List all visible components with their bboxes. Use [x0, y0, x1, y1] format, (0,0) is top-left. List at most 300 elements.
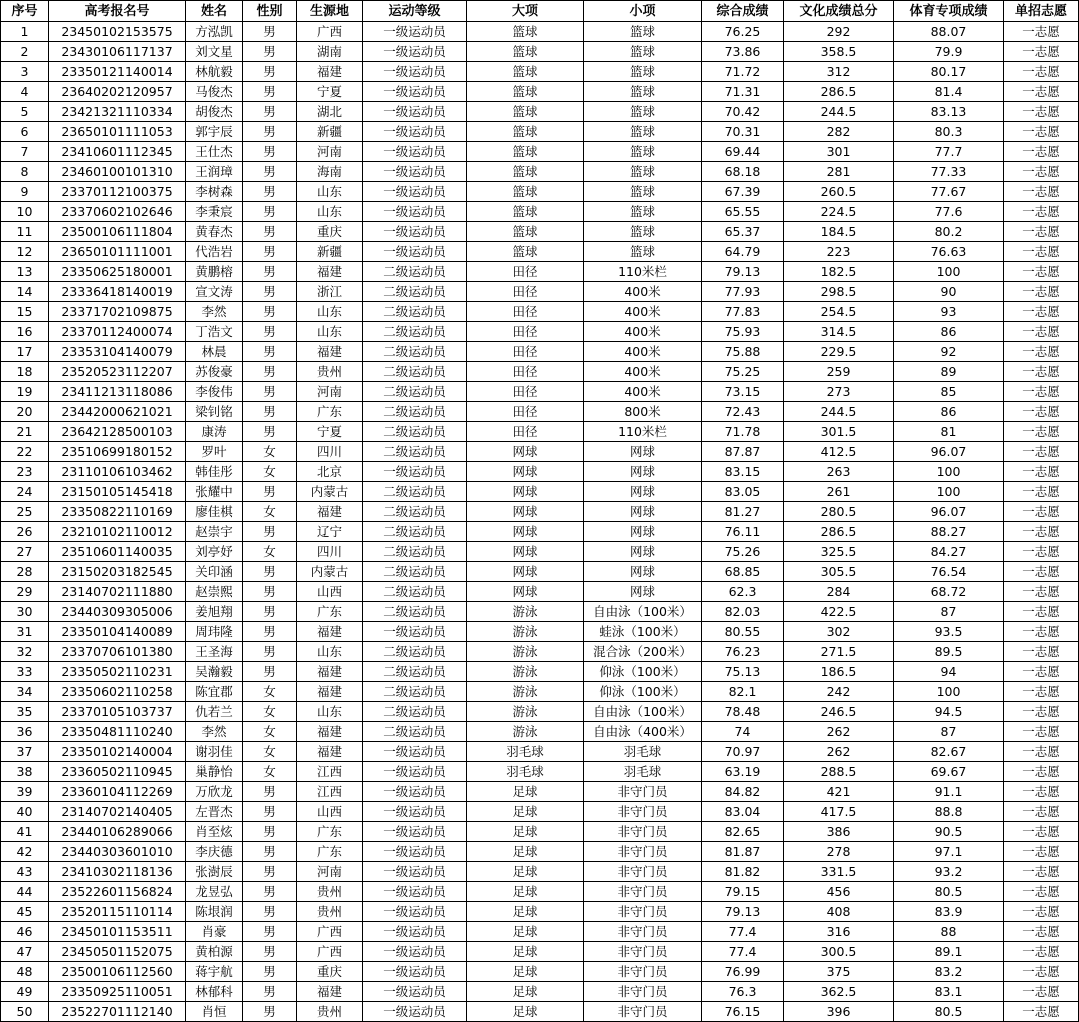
cell-col-event: 篮球	[584, 182, 702, 202]
cell-col-index: 12	[1, 242, 49, 262]
cell-col-culture-score: 263	[784, 462, 894, 482]
cell-col-preference: 一志愿	[1004, 42, 1079, 62]
cell-col-name: 肖恒	[186, 1002, 243, 1022]
cell-col-event: 非守门员	[584, 862, 702, 882]
cell-col-exam-id: 23350104140089	[49, 622, 186, 642]
cell-col-origin: 宁夏	[297, 422, 363, 442]
cell-col-total-score: 82.03	[702, 602, 784, 622]
cell-col-origin: 福建	[297, 262, 363, 282]
cell-col-total-score: 75.13	[702, 662, 784, 682]
cell-col-exam-id: 23430106117137	[49, 42, 186, 62]
cell-col-total-score: 77.4	[702, 942, 784, 962]
cell-col-preference: 一志愿	[1004, 942, 1079, 962]
table-row	[1, 202, 1079, 222]
cell-col-origin: 新疆	[297, 242, 363, 262]
cell-col-gender: 男	[243, 342, 297, 362]
cell-col-category: 篮球	[467, 202, 584, 222]
cell-col-index: 20	[1, 402, 49, 422]
cell-col-sport-level: 二级运动员	[363, 342, 467, 362]
cell-col-category: 篮球	[467, 122, 584, 142]
cell-col-name: 谢羽佳	[186, 742, 243, 762]
cell-col-origin: 广东	[297, 822, 363, 842]
cell-col-origin: 山东	[297, 322, 363, 342]
cell-col-event: 非守门员	[584, 922, 702, 942]
cell-col-event: 110米栏	[584, 422, 702, 442]
cell-col-event: 仰泳（100米）	[584, 682, 702, 702]
cell-col-sport-level: 一级运动员	[363, 982, 467, 1002]
cell-col-sport-score: 84.27	[894, 542, 1004, 562]
cell-col-category: 篮球	[467, 42, 584, 62]
cell-col-index: 9	[1, 182, 49, 202]
cell-col-culture-score: 292	[784, 22, 894, 42]
cell-col-category: 足球	[467, 902, 584, 922]
cell-col-name: 方泓凯	[186, 22, 243, 42]
cell-col-sport-level: 二级运动员	[363, 642, 467, 662]
cell-col-event: 非守门员	[584, 1002, 702, 1022]
cell-col-total-score: 74	[702, 722, 784, 742]
cell-col-name: 胡俊杰	[186, 102, 243, 122]
cell-col-total-score: 65.37	[702, 222, 784, 242]
table-body	[1, 22, 1079, 1022]
cell-col-origin: 内蒙古	[297, 482, 363, 502]
cell-col-culture-score: 229.5	[784, 342, 894, 362]
cell-col-gender: 男	[243, 862, 297, 882]
cell-col-sport-level: 一级运动员	[363, 162, 467, 182]
cell-col-category: 足球	[467, 782, 584, 802]
cell-col-index: 32	[1, 642, 49, 662]
cell-col-exam-id: 23110106103462	[49, 462, 186, 482]
cell-col-origin: 福建	[297, 502, 363, 522]
table-row	[1, 502, 1079, 522]
cell-col-event: 篮球	[584, 82, 702, 102]
cell-col-sport-level: 一级运动员	[363, 962, 467, 982]
cell-col-index: 10	[1, 202, 49, 222]
cell-col-index: 29	[1, 582, 49, 602]
cell-col-total-score: 72.43	[702, 402, 784, 422]
cell-col-index: 17	[1, 342, 49, 362]
cell-col-name: 姜旭翔	[186, 602, 243, 622]
cell-col-preference: 一志愿	[1004, 22, 1079, 42]
cell-col-name: 王润璋	[186, 162, 243, 182]
cell-col-sport-score: 77.33	[894, 162, 1004, 182]
cell-col-category: 网球	[467, 582, 584, 602]
cell-col-culture-score: 312	[784, 62, 894, 82]
cell-col-culture-score: 358.5	[784, 42, 894, 62]
header-col-culture-score: 文化成绩总分	[784, 1, 894, 22]
cell-col-culture-score: 242	[784, 682, 894, 702]
cell-col-category: 羽毛球	[467, 762, 584, 782]
cell-col-index: 6	[1, 122, 49, 142]
cell-col-index: 26	[1, 522, 49, 542]
cell-col-culture-score: 262	[784, 722, 894, 742]
cell-col-gender: 男	[243, 22, 297, 42]
cell-col-gender: 男	[243, 82, 297, 102]
cell-col-category: 网球	[467, 462, 584, 482]
cell-col-culture-score: 298.5	[784, 282, 894, 302]
cell-col-preference: 一志愿	[1004, 62, 1079, 82]
cell-col-gender: 男	[243, 922, 297, 942]
cell-col-culture-score: 301.5	[784, 422, 894, 442]
cell-col-name: 刘文星	[186, 42, 243, 62]
cell-col-exam-id: 23210102110012	[49, 522, 186, 542]
cell-col-sport-score: 93	[894, 302, 1004, 322]
cell-col-index: 11	[1, 222, 49, 242]
cell-col-name: 陈垠润	[186, 902, 243, 922]
cell-col-sport-score: 100	[894, 482, 1004, 502]
cell-col-sport-level: 二级运动员	[363, 362, 467, 382]
table-row	[1, 302, 1079, 322]
cell-col-name: 赵崇宇	[186, 522, 243, 542]
cell-col-name: 黄鹏榕	[186, 262, 243, 282]
cell-col-category: 足球	[467, 802, 584, 822]
table-row	[1, 282, 1079, 302]
cell-col-preference: 一志愿	[1004, 782, 1079, 802]
cell-col-sport-score: 87	[894, 602, 1004, 622]
cell-col-sport-score: 83.1	[894, 982, 1004, 1002]
cell-col-gender: 男	[243, 162, 297, 182]
cell-col-exam-id: 23150105145418	[49, 482, 186, 502]
cell-col-category: 田径	[467, 362, 584, 382]
cell-col-category: 足球	[467, 822, 584, 842]
cell-col-total-score: 69.44	[702, 142, 784, 162]
cell-col-gender: 男	[243, 182, 297, 202]
cell-col-event: 网球	[584, 582, 702, 602]
cell-col-sport-level: 二级运动员	[363, 422, 467, 442]
cell-col-origin: 广东	[297, 402, 363, 422]
cell-col-sport-score: 94.5	[894, 702, 1004, 722]
table-row	[1, 82, 1079, 102]
cell-col-gender: 男	[243, 242, 297, 262]
table-row	[1, 102, 1079, 122]
header-col-exam-id: 高考报名号	[49, 1, 186, 22]
cell-col-sport-level: 一级运动员	[363, 822, 467, 842]
cell-col-preference: 一志愿	[1004, 582, 1079, 602]
cell-col-name: 巢静怡	[186, 762, 243, 782]
cell-col-name: 林航毅	[186, 62, 243, 82]
cell-col-index: 30	[1, 602, 49, 622]
cell-col-name: 李俊伟	[186, 382, 243, 402]
cell-col-origin: 湖北	[297, 102, 363, 122]
cell-col-sport-score: 89.5	[894, 642, 1004, 662]
cell-col-index: 28	[1, 562, 49, 582]
cell-col-gender: 男	[243, 982, 297, 1002]
table-row	[1, 562, 1079, 582]
cell-col-sport-score: 89.1	[894, 942, 1004, 962]
cell-col-origin: 广西	[297, 922, 363, 942]
cell-col-sport-score: 77.7	[894, 142, 1004, 162]
cell-col-sport-score: 90.5	[894, 822, 1004, 842]
cell-col-category: 篮球	[467, 82, 584, 102]
cell-col-preference: 一志愿	[1004, 622, 1079, 642]
cell-col-preference: 一志愿	[1004, 362, 1079, 382]
cell-col-sport-level: 一级运动员	[363, 842, 467, 862]
table-row	[1, 842, 1079, 862]
cell-col-culture-score: 273	[784, 382, 894, 402]
cell-col-name: 仇若兰	[186, 702, 243, 722]
header-row	[1, 1, 1079, 22]
cell-col-exam-id: 23350502110231	[49, 662, 186, 682]
header-col-preference: 单招志愿	[1004, 1, 1079, 22]
cell-col-exam-id: 23350625180001	[49, 262, 186, 282]
cell-col-culture-score: 271.5	[784, 642, 894, 662]
cell-col-total-score: 73.86	[702, 42, 784, 62]
cell-col-exam-id: 23440303601010	[49, 842, 186, 862]
cell-col-category: 游泳	[467, 722, 584, 742]
cell-col-culture-score: 300.5	[784, 942, 894, 962]
cell-col-gender: 男	[243, 642, 297, 662]
cell-col-sport-score: 88.8	[894, 802, 1004, 822]
cell-col-event: 网球	[584, 442, 702, 462]
cell-col-origin: 山东	[297, 302, 363, 322]
cell-col-sport-score: 79.9	[894, 42, 1004, 62]
cell-col-total-score: 82.65	[702, 822, 784, 842]
cell-col-event: 自由泳（100米）	[584, 602, 702, 622]
cell-col-preference: 一志愿	[1004, 102, 1079, 122]
cell-col-index: 36	[1, 722, 49, 742]
cell-col-sport-score: 85	[894, 382, 1004, 402]
cell-col-name: 张耀中	[186, 482, 243, 502]
cell-col-origin: 福建	[297, 62, 363, 82]
cell-col-gender: 男	[243, 942, 297, 962]
cell-col-culture-score: 396	[784, 1002, 894, 1022]
cell-col-sport-score: 77.6	[894, 202, 1004, 222]
cell-col-origin: 广东	[297, 842, 363, 862]
cell-col-gender: 男	[243, 62, 297, 82]
cell-col-exam-id: 23500106111804	[49, 222, 186, 242]
cell-col-exam-id: 23370602102646	[49, 202, 186, 222]
header-col-sport-score: 体育专项成绩	[894, 1, 1004, 22]
cell-col-event: 自由泳（100米）	[584, 702, 702, 722]
cell-col-culture-score: 281	[784, 162, 894, 182]
cell-col-preference: 一志愿	[1004, 202, 1079, 222]
cell-col-culture-score: 259	[784, 362, 894, 382]
cell-col-origin: 山西	[297, 582, 363, 602]
cell-col-gender: 女	[243, 762, 297, 782]
cell-col-culture-score: 284	[784, 582, 894, 602]
cell-col-name: 苏俊豪	[186, 362, 243, 382]
cell-col-preference: 一志愿	[1004, 562, 1079, 582]
cell-col-category: 游泳	[467, 702, 584, 722]
table-row	[1, 382, 1079, 402]
cell-col-origin: 广西	[297, 22, 363, 42]
cell-col-exam-id: 23350102140004	[49, 742, 186, 762]
cell-col-index: 40	[1, 802, 49, 822]
header-col-category: 大项	[467, 1, 584, 22]
cell-col-sport-level: 二级运动员	[363, 402, 467, 422]
cell-col-name: 陈宜郡	[186, 682, 243, 702]
cell-col-event: 自由泳（400米）	[584, 722, 702, 742]
cell-col-event: 非守门员	[584, 942, 702, 962]
cell-col-name: 张澍辰	[186, 862, 243, 882]
cell-col-origin: 湖南	[297, 42, 363, 62]
cell-col-event: 非守门员	[584, 962, 702, 982]
cell-col-sport-score: 90	[894, 282, 1004, 302]
cell-col-origin: 四川	[297, 542, 363, 562]
cell-col-preference: 一志愿	[1004, 662, 1079, 682]
cell-col-name: 周玮隆	[186, 622, 243, 642]
cell-col-event: 400米	[584, 302, 702, 322]
cell-col-index: 37	[1, 742, 49, 762]
cell-col-sport-level: 二级运动员	[363, 262, 467, 282]
cell-col-total-score: 77.4	[702, 922, 784, 942]
cell-col-category: 网球	[467, 442, 584, 462]
cell-col-culture-score: 408	[784, 902, 894, 922]
cell-col-culture-score: 186.5	[784, 662, 894, 682]
table-row	[1, 322, 1079, 342]
cell-col-sport-level: 二级运动员	[363, 522, 467, 542]
cell-col-name: 赵崇熙	[186, 582, 243, 602]
table-row	[1, 882, 1079, 902]
cell-col-total-score: 78.48	[702, 702, 784, 722]
cell-col-index: 41	[1, 822, 49, 842]
cell-col-origin: 河南	[297, 142, 363, 162]
cell-col-sport-score: 96.07	[894, 502, 1004, 522]
cell-col-name: 康涛	[186, 422, 243, 442]
cell-col-exam-id: 23370105103737	[49, 702, 186, 722]
cell-col-category: 足球	[467, 842, 584, 862]
cell-col-origin: 福建	[297, 742, 363, 762]
cell-col-sport-level: 二级运动员	[363, 282, 467, 302]
cell-col-exam-id: 23410601112345	[49, 142, 186, 162]
cell-col-total-score: 81.27	[702, 502, 784, 522]
table-row	[1, 742, 1079, 762]
cell-col-exam-id: 23450102153575	[49, 22, 186, 42]
cell-col-name: 吴瀚毅	[186, 662, 243, 682]
table-row	[1, 822, 1079, 842]
cell-col-gender: 女	[243, 442, 297, 462]
cell-col-gender: 男	[243, 362, 297, 382]
table-row	[1, 702, 1079, 722]
cell-col-culture-score: 316	[784, 922, 894, 942]
cell-col-culture-score: 305.5	[784, 562, 894, 582]
cell-col-category: 足球	[467, 942, 584, 962]
cell-col-preference: 一志愿	[1004, 882, 1079, 902]
cell-col-total-score: 70.97	[702, 742, 784, 762]
cell-col-preference: 一志愿	[1004, 342, 1079, 362]
cell-col-total-score: 79.15	[702, 882, 784, 902]
cell-col-gender: 男	[243, 102, 297, 122]
cell-col-name: 廖佳棋	[186, 502, 243, 522]
cell-col-gender: 男	[243, 302, 297, 322]
cell-col-event: 400米	[584, 282, 702, 302]
cell-col-sport-level: 二级运动员	[363, 562, 467, 582]
cell-col-culture-score: 362.5	[784, 982, 894, 1002]
cell-col-exam-id: 23500106112560	[49, 962, 186, 982]
cell-col-origin: 新疆	[297, 122, 363, 142]
cell-col-sport-score: 83.2	[894, 962, 1004, 982]
cell-col-origin: 山东	[297, 702, 363, 722]
cell-col-category: 田径	[467, 382, 584, 402]
cell-col-culture-score: 422.5	[784, 602, 894, 622]
cell-col-culture-score: 223	[784, 242, 894, 262]
cell-col-sport-level: 一级运动员	[363, 82, 467, 102]
cell-col-event: 网球	[584, 522, 702, 542]
header-col-total-score: 综合成绩	[702, 1, 784, 22]
cell-col-sport-level: 一级运动员	[363, 862, 467, 882]
cell-col-category: 游泳	[467, 602, 584, 622]
cell-col-preference: 一志愿	[1004, 302, 1079, 322]
table-row	[1, 422, 1079, 442]
table-row	[1, 542, 1079, 562]
cell-col-total-score: 68.18	[702, 162, 784, 182]
cell-col-name: 龙昱弘	[186, 882, 243, 902]
cell-col-preference: 一志愿	[1004, 722, 1079, 742]
cell-col-index: 27	[1, 542, 49, 562]
cell-col-gender: 女	[243, 502, 297, 522]
cell-col-event: 非守门员	[584, 802, 702, 822]
cell-col-exam-id: 23353104140079	[49, 342, 186, 362]
cell-col-gender: 男	[243, 482, 297, 502]
cell-col-gender: 男	[243, 582, 297, 602]
header-col-gender: 性别	[243, 1, 297, 22]
cell-col-sport-level: 一级运动员	[363, 622, 467, 642]
cell-col-origin: 福建	[297, 622, 363, 642]
cell-col-category: 足球	[467, 922, 584, 942]
cell-col-origin: 内蒙古	[297, 562, 363, 582]
cell-col-category: 游泳	[467, 662, 584, 682]
cell-col-index: 44	[1, 882, 49, 902]
cell-col-name: 王圣海	[186, 642, 243, 662]
cell-col-sport-level: 二级运动员	[363, 442, 467, 462]
cell-col-category: 田径	[467, 402, 584, 422]
cell-col-origin: 辽宁	[297, 522, 363, 542]
cell-col-culture-score: 246.5	[784, 702, 894, 722]
header-col-sport-level: 运动等级	[363, 1, 467, 22]
cell-col-index: 47	[1, 942, 49, 962]
cell-col-name: 李秉宸	[186, 202, 243, 222]
table-row	[1, 242, 1079, 262]
cell-col-event: 网球	[584, 462, 702, 482]
cell-col-total-score: 75.25	[702, 362, 784, 382]
cell-col-culture-score: 421	[784, 782, 894, 802]
cell-col-event: 篮球	[584, 222, 702, 242]
cell-col-exam-id: 23370706101380	[49, 642, 186, 662]
cell-col-total-score: 70.42	[702, 102, 784, 122]
cell-col-sport-score: 88	[894, 922, 1004, 942]
cell-col-gender: 男	[243, 782, 297, 802]
cell-col-name: 林晨	[186, 342, 243, 362]
cell-col-name: 左晋杰	[186, 802, 243, 822]
cell-col-culture-score: 331.5	[784, 862, 894, 882]
cell-col-category: 网球	[467, 542, 584, 562]
cell-col-total-score: 76.99	[702, 962, 784, 982]
cell-col-sport-score: 86	[894, 322, 1004, 342]
cell-col-category: 足球	[467, 982, 584, 1002]
cell-col-index: 49	[1, 982, 49, 1002]
cell-col-name: 林郁科	[186, 982, 243, 1002]
cell-col-index: 22	[1, 442, 49, 462]
cell-col-culture-score: 244.5	[784, 102, 894, 122]
cell-col-gender: 男	[243, 902, 297, 922]
cell-col-preference: 一志愿	[1004, 682, 1079, 702]
cell-col-category: 田径	[467, 322, 584, 342]
cell-col-exam-id: 23140702111880	[49, 582, 186, 602]
cell-col-preference: 一志愿	[1004, 482, 1079, 502]
header-col-name: 姓名	[186, 1, 243, 22]
cell-col-sport-score: 92	[894, 342, 1004, 362]
cell-col-category: 游泳	[467, 642, 584, 662]
cell-col-origin: 重庆	[297, 962, 363, 982]
cell-col-preference: 一志愿	[1004, 242, 1079, 262]
cell-col-sport-score: 80.5	[894, 1002, 1004, 1022]
cell-col-origin: 四川	[297, 442, 363, 462]
cell-col-gender: 女	[243, 722, 297, 742]
cell-col-total-score: 68.85	[702, 562, 784, 582]
cell-col-total-score: 79.13	[702, 262, 784, 282]
cell-col-name: 丁浩文	[186, 322, 243, 342]
cell-col-exam-id: 23520115110114	[49, 902, 186, 922]
cell-col-name: 万欣龙	[186, 782, 243, 802]
